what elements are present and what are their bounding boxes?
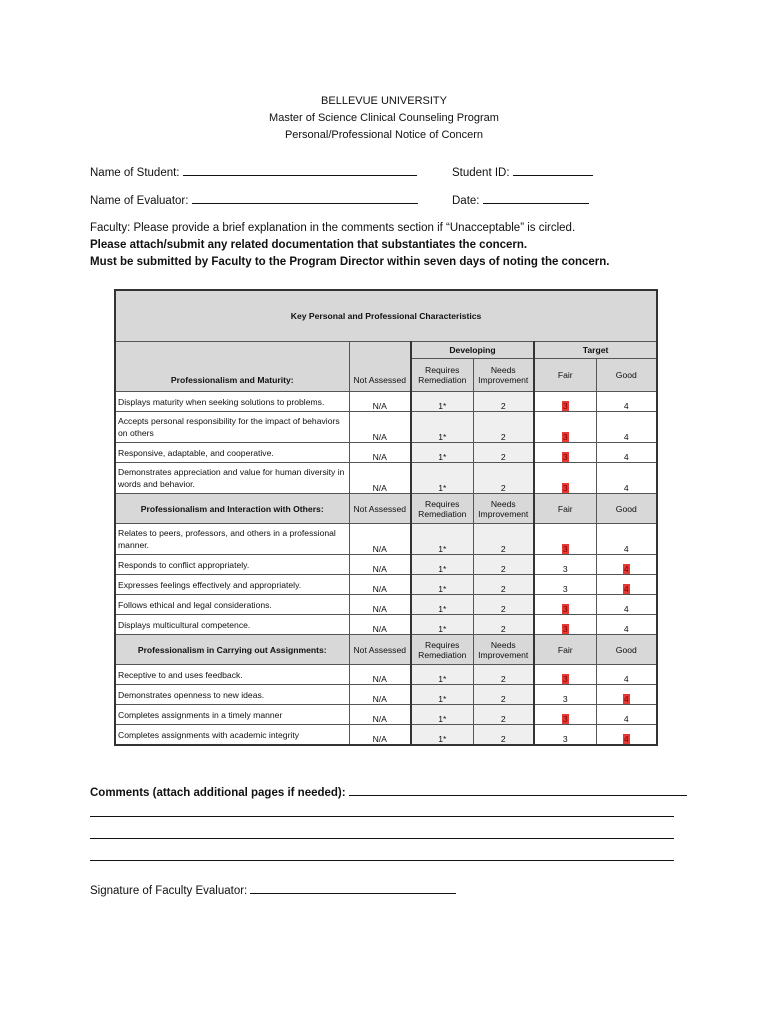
instruction-comments: Faculty: Please provide a brief explanation in the comments section if “Unacceptable” is circled. <box>90 222 576 234</box>
col-needs-improvement <box>473 635 534 665</box>
rating-fair-value[interactable]: 3 <box>562 483 568 493</box>
rating-requires-remediation[interactable]: 1* <box>411 705 473 725</box>
comments-blank[interactable] <box>349 784 687 796</box>
rating-good[interactable] <box>596 685 657 705</box>
rating-good-value[interactable]: 4 <box>623 694 629 704</box>
rating-fair[interactable] <box>534 685 596 705</box>
col-needs: Needs <box>490 639 516 650</box>
rating-needs-improvement[interactable]: 2 <box>473 685 534 705</box>
table-row <box>115 555 657 575</box>
rating-fair-value[interactable]: 3 <box>562 584 568 594</box>
student-id-field[interactable] <box>452 164 593 179</box>
rating-fair-value[interactable]: 3 <box>562 674 568 684</box>
rating-fair[interactable] <box>534 443 596 463</box>
rating-not-assessed[interactable]: N/A <box>349 665 411 685</box>
instruction-deadline: Must be submitted by Faculty to the Program Director within seven days of noting the concern. <box>90 256 610 268</box>
rating-fair[interactable] <box>534 524 596 555</box>
rating-not-assessed[interactable]: N/A <box>349 575 411 595</box>
date-field[interactable] <box>452 192 589 207</box>
comments-label: Comments (attach additional pages if needed): <box>90 787 346 799</box>
rating-fair-value[interactable]: 3 <box>562 432 568 442</box>
rating-good-value[interactable]: 4 <box>623 432 629 442</box>
criterion-label: Demonstrates openness to new ideas. <box>115 685 349 705</box>
col-good: Good <box>596 494 657 524</box>
rating-not-assessed[interactable]: N/A <box>349 615 411 635</box>
student-id-blank[interactable] <box>513 164 593 176</box>
criterion-label: Accepts personal responsibility for the impact of behaviors on others <box>115 412 349 443</box>
rating-fair-value[interactable]: 3 <box>562 694 568 704</box>
rating-needs-improvement[interactable]: 2 <box>473 615 534 635</box>
rating-fair[interactable] <box>534 705 596 725</box>
col-requires: Requires <box>425 639 460 650</box>
student-name-field[interactable] <box>90 164 417 179</box>
rating-fair-value[interactable]: 3 <box>562 734 568 744</box>
rating-good-value[interactable]: 4 <box>623 584 629 594</box>
rating-good-value[interactable]: 4 <box>623 674 629 684</box>
rating-good-value[interactable]: 4 <box>623 564 629 574</box>
instruction-documentation: Please attach/submit any related documentation that substantiates the concern. <box>90 239 528 251</box>
rating-good[interactable] <box>596 392 657 412</box>
rating-fair[interactable] <box>534 615 596 635</box>
rating-requires-remediation[interactable]: 1* <box>411 725 473 746</box>
rating-fair-value[interactable]: 3 <box>562 401 568 411</box>
rating-needs-improvement[interactable]: 2 <box>473 595 534 615</box>
rating-requires-remediation[interactable]: 1* <box>411 665 473 685</box>
signature-blank[interactable] <box>250 882 456 894</box>
section-title: Professionalism and Interaction with Others: <box>115 494 349 524</box>
rating-not-assessed[interactable]: N/A <box>349 463 411 494</box>
comments-line-1[interactable] <box>90 816 674 817</box>
student-id-label: Student ID: <box>452 167 510 179</box>
table-row <box>115 685 657 705</box>
rating-fair[interactable] <box>534 392 596 412</box>
table-row <box>115 615 657 635</box>
col-fair: Fair <box>534 494 596 524</box>
col-improvement: Improvement <box>478 375 529 385</box>
rating-needs-improvement[interactable]: 2 <box>473 575 534 595</box>
rating-requires-remediation[interactable]: 1* <box>411 575 473 595</box>
col-not-assessed: Not Assessed <box>349 635 411 665</box>
comments-line-3[interactable] <box>90 860 674 861</box>
col-remediation: Remediation <box>418 508 467 519</box>
rating-good[interactable] <box>596 725 657 746</box>
table-row <box>115 725 657 746</box>
rating-requires-remediation[interactable]: 1* <box>411 392 473 412</box>
rating-fair-value[interactable]: 3 <box>562 452 568 462</box>
criterion-label: Relates to peers, professors, and others in a professional manner. <box>115 524 349 555</box>
rating-fair[interactable] <box>534 412 596 443</box>
col-not-assessed: Not Assessed <box>349 342 411 392</box>
col-fair: Fair <box>534 635 596 665</box>
rating-fair[interactable] <box>534 575 596 595</box>
rating-needs-improvement[interactable]: 2 <box>473 555 534 575</box>
col-not-assessed: Not Assessed <box>349 494 411 524</box>
criterion-label: Responds to conflict appropriately. <box>115 555 349 575</box>
criterion-label: Demonstrates appreciation and value for human diversity in words and behavior. <box>115 463 349 494</box>
rating-requires-remediation[interactable]: 1* <box>411 685 473 705</box>
criterion-label: Receptive to and uses feedback. <box>115 665 349 685</box>
rating-fair-value[interactable]: 3 <box>562 604 568 614</box>
criterion-label: Completes assignments in a timely manner <box>115 705 349 725</box>
table-row <box>115 463 657 494</box>
col-needs: Needs <box>490 365 516 375</box>
col-requires: Requires <box>425 365 460 375</box>
col-needs-improvement <box>473 359 534 392</box>
rating-requires-remediation[interactable]: 1* <box>411 463 473 494</box>
rating-good-value[interactable]: 4 <box>623 401 629 411</box>
rating-fair[interactable] <box>534 555 596 575</box>
rating-needs-improvement[interactable]: 2 <box>473 443 534 463</box>
rating-good-value[interactable]: 4 <box>623 452 629 462</box>
rating-good[interactable] <box>596 615 657 635</box>
rating-needs-improvement[interactable]: 2 <box>473 412 534 443</box>
rating-good[interactable] <box>596 463 657 494</box>
col-good: Good <box>596 635 657 665</box>
criterion-label: Completes assignments with academic integrity <box>115 725 349 746</box>
rating-good[interactable] <box>596 595 657 615</box>
date-label: Date: <box>452 195 480 207</box>
rating-good-value[interactable]: 4 <box>623 734 629 744</box>
rating-fair-value[interactable]: 3 <box>562 544 568 554</box>
rating-good[interactable] <box>596 412 657 443</box>
col-requires-remediation <box>411 494 473 524</box>
col-requires-remediation <box>411 359 473 392</box>
rating-requires-remediation[interactable]: 1* <box>411 443 473 463</box>
rating-needs-improvement[interactable]: 2 <box>473 392 534 412</box>
rating-needs-improvement[interactable]: 2 <box>473 725 534 746</box>
evaluator-label: Name of Evaluator: <box>90 195 189 207</box>
rating-not-assessed[interactable]: N/A <box>349 705 411 725</box>
col-remediation: Remediation <box>418 649 467 660</box>
signature-label: Signature of Faculty Evaluator: <box>90 885 248 897</box>
col-needs-improvement <box>473 494 534 524</box>
student-name-label: Name of Student: <box>90 167 180 179</box>
criterion-label: Responsive, adaptable, and cooperative. <box>115 443 349 463</box>
table-row <box>115 665 657 685</box>
rating-good-value[interactable]: 4 <box>623 604 629 614</box>
rating-not-assessed[interactable]: N/A <box>349 685 411 705</box>
rating-needs-improvement[interactable]: 2 <box>473 705 534 725</box>
rating-good-value[interactable]: 4 <box>623 714 629 724</box>
rating-good[interactable] <box>596 443 657 463</box>
rating-not-assessed[interactable]: N/A <box>349 555 411 575</box>
rating-not-assessed[interactable]: N/A <box>349 725 411 746</box>
table-row <box>115 705 657 725</box>
col-remediation: Remediation <box>418 375 467 385</box>
student-name-blank[interactable] <box>183 164 417 176</box>
col-fair: Fair <box>534 359 596 392</box>
rating-needs-improvement[interactable]: 2 <box>473 524 534 555</box>
table-row <box>115 595 657 615</box>
rating-fair[interactable] <box>534 725 596 746</box>
rating-good-value[interactable]: 4 <box>623 483 629 493</box>
rubric-table <box>114 289 658 746</box>
col-good: Good <box>596 359 657 392</box>
rating-requires-remediation[interactable]: 1* <box>411 615 473 635</box>
rating-not-assessed[interactable]: N/A <box>349 524 411 555</box>
rating-requires-remediation[interactable]: 1* <box>411 524 473 555</box>
evaluator-name-field[interactable] <box>90 192 418 207</box>
rating-fair[interactable] <box>534 463 596 494</box>
university-name: BELLEVUE UNIVERSITY <box>321 95 447 107</box>
criterion-label: Displays maturity when seeking solutions to problems. <box>115 392 349 412</box>
rating-needs-improvement[interactable]: 2 <box>473 463 534 494</box>
section-title: Professionalism in Carrying out Assignments: <box>115 635 349 665</box>
table-row <box>115 443 657 463</box>
rating-needs-improvement[interactable]: 2 <box>473 665 534 685</box>
date-blank[interactable] <box>483 192 589 204</box>
table-title: Key Personal and Professional Characteristics <box>115 290 657 342</box>
rating-good[interactable] <box>596 665 657 685</box>
table-row <box>115 412 657 443</box>
comments-line-2[interactable] <box>90 838 674 839</box>
group-target: Target <box>534 342 657 359</box>
form-title: Personal/Professional Notice of Concern <box>284 129 484 141</box>
rating-good[interactable] <box>596 524 657 555</box>
rating-not-assessed[interactable]: N/A <box>349 412 411 443</box>
criterion-label: Expresses feelings effectively and appropriately. <box>115 575 349 595</box>
rating-not-assessed[interactable]: N/A <box>349 595 411 615</box>
criterion-label: Follows ethical and legal considerations. <box>115 595 349 615</box>
col-needs: Needs <box>490 498 516 509</box>
col-requires: Requires <box>425 498 460 509</box>
col-improvement: Improvement <box>478 649 529 660</box>
rating-good[interactable] <box>596 555 657 575</box>
comments-field[interactable] <box>90 784 687 799</box>
evaluator-blank[interactable] <box>192 192 418 204</box>
section-title: Professionalism and Maturity: <box>115 342 349 392</box>
rating-good[interactable] <box>596 705 657 725</box>
rating-fair-value[interactable]: 3 <box>562 714 568 724</box>
col-improvement: Improvement <box>478 508 529 519</box>
table-row <box>115 524 657 555</box>
rating-fair[interactable] <box>534 595 596 615</box>
rating-requires-remediation[interactable]: 1* <box>411 555 473 575</box>
criterion-label: Displays multicultural competence. <box>115 615 349 635</box>
program-name: Master of Science Clinical Counseling Program <box>269 112 499 124</box>
table-row <box>115 575 657 595</box>
rating-requires-remediation[interactable]: 1* <box>411 412 473 443</box>
signature-field[interactable] <box>90 882 456 897</box>
rating-good-value[interactable]: 4 <box>623 544 629 554</box>
table-row <box>115 392 657 412</box>
rating-good[interactable] <box>596 575 657 595</box>
col-requires-remediation <box>411 635 473 665</box>
rating-fair-value[interactable]: 3 <box>562 624 568 634</box>
rating-fair[interactable] <box>534 665 596 685</box>
rating-requires-remediation[interactable]: 1* <box>411 595 473 615</box>
rating-not-assessed[interactable]: N/A <box>349 443 411 463</box>
rating-fair-value[interactable]: 3 <box>562 564 568 574</box>
group-developing: Developing <box>411 342 534 359</box>
rating-not-assessed[interactable]: N/A <box>349 392 411 412</box>
rating-good-value[interactable]: 4 <box>623 624 629 634</box>
